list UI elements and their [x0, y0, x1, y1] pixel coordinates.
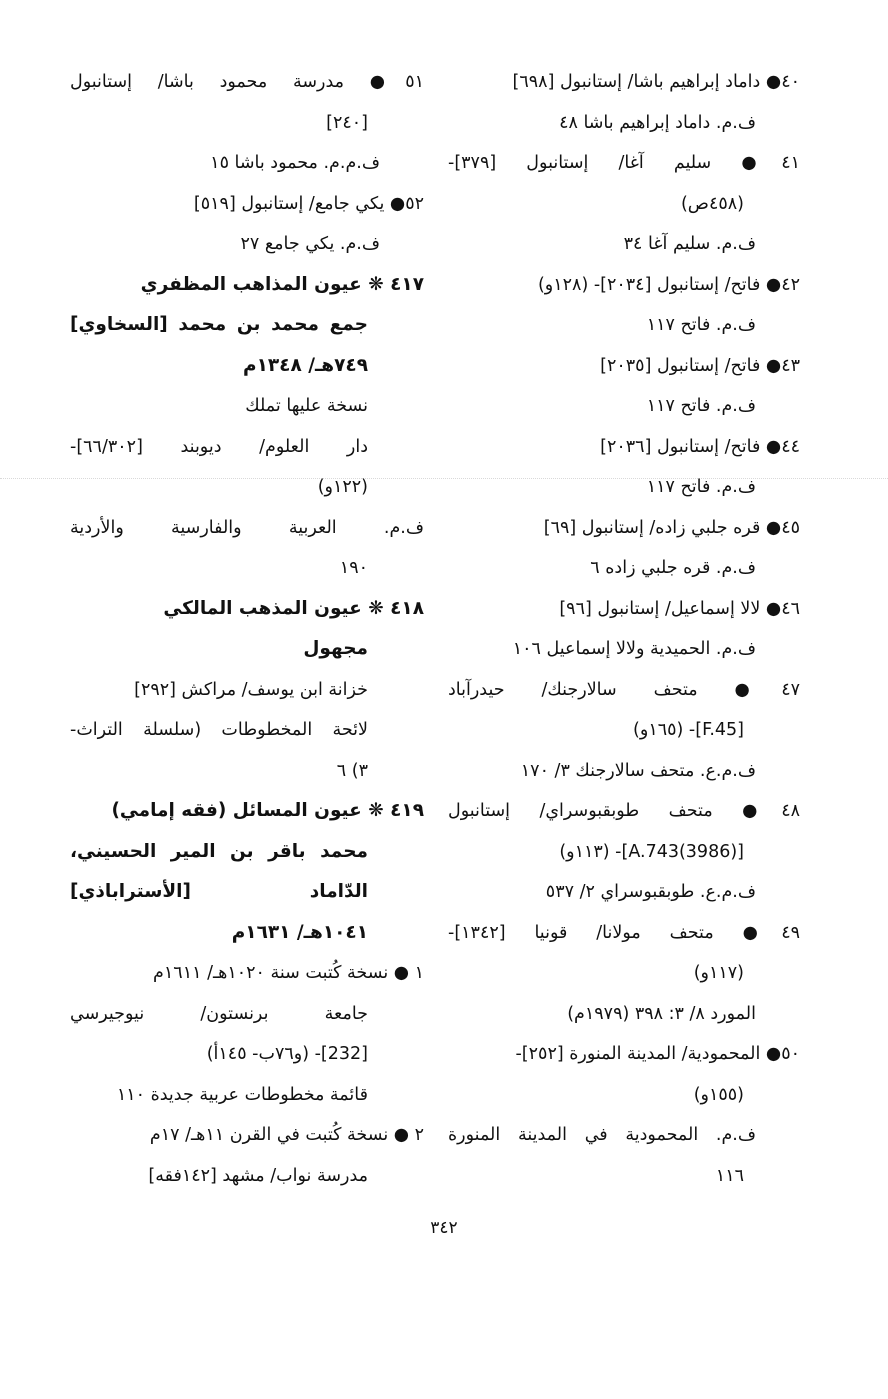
text-line: ٤٣● فاتح/ إستانبول [٢٠٣٥]: [600, 355, 800, 376]
text-line: ٤١٨ ❋ عيون المذهب المالكي: [163, 597, 424, 619]
text-line: ٥٢● يكي جامع/ إستانبول [٥١٩]: [193, 193, 424, 214]
text-line: دار العلوم/ ديوبند [٦٦/٣٠٢]-: [70, 436, 368, 457]
text-line: لائحة المخطوطات (سلسلة التراث-: [70, 720, 368, 740]
text-line: [٢٤٠]: [326, 112, 368, 133]
text-line: المورد ٨/ ٣: ٣٩٨ (١٩٧٩م): [567, 1003, 756, 1024]
text-line: ٤٨● متحف طوبقبوسراي/ إستانبول: [448, 801, 800, 821]
text-line: (١١٧و): [693, 963, 744, 983]
text-line: جمع محمد بن محمد [السخاوي]: [70, 314, 368, 335]
text-line: ٤١● سليم آغا/ إستانبول [٣٧٩]-: [448, 153, 800, 173]
text-line: ف.م. سليم آغا ٣٤: [623, 234, 756, 254]
page-number: ٣٤٢: [430, 1218, 458, 1238]
text-line: ف.م. فاتح ١١٧: [646, 477, 756, 497]
text-line: مدرسة نواب/ مشهد [١٤٢فقه]: [148, 1165, 368, 1186]
text-line: ف.م. قره جلبي زاده ٦: [590, 558, 756, 578]
text-line: ٤٦● لالا إسماعيل/ إستانبول [٩٦]: [559, 598, 800, 619]
text-line: ف.م. المحمودية في المدينة المنورة: [448, 1125, 756, 1145]
text-line: الدّاماد [الأستراباذي]: [70, 881, 368, 902]
text-line: ف.م. داماد إبراهيم باشا ٤٨: [559, 112, 756, 133]
text-line: [232]- (و٧٦ب- ١٤٥أ): [206, 1044, 368, 1064]
text-line: ١ ● نسخة كُتبت سنة ١٠٢٠هـ/ ١٦١١م: [153, 963, 424, 983]
right-column: [448, 62, 800, 1196]
text-line: محمد باقر بن المير الحسيني،: [70, 840, 368, 862]
text-line: ١٠٤١هـ/ ١٦٣١م: [231, 921, 368, 943]
text-line: ٤١٩ ❋ عيون المسائل (فقه إمامي): [111, 800, 424, 821]
text-line: خزانة ابن يوسف/ مراكش [٢٩٢]: [134, 679, 368, 700]
text-line: (١٢٢و): [317, 477, 368, 497]
text-line: ف.م.ع. متحف سالارجنك ٣/ ١٧٠: [520, 760, 756, 781]
text-line: ف.م. فاتح ١١٧: [646, 396, 756, 416]
text-line: ٤٠● داماد إبراهيم باشا/ إستانبول [٦٩٨]: [512, 72, 800, 92]
text-line: ٢ ● نسخة كُتبت في القرن ١١هـ/ ١٧م: [149, 1125, 424, 1145]
text-line: ٧٤٩هـ/ ١٣٤٨م: [243, 354, 368, 376]
text-line: جامعة برنستون/ نيوجيرسي: [70, 1003, 368, 1024]
text-line: [A.743(3986)]- (١١٣و): [559, 841, 744, 862]
text-line: ف.م.ع. طوبقبوسراي ٢/ ٥٣٧: [545, 882, 756, 902]
text-line: ف.م.م. محمود باشا ١٥: [210, 153, 380, 173]
text-line: نسخة عليها تملك: [245, 396, 368, 416]
text-line: ف.م. يكي جامع ٢٧: [240, 234, 380, 254]
text-line: ٤٥● قره جلبي زاده/ إستانبول [٦٩]: [543, 517, 800, 538]
text-line: ٥١● مدرسة محمود باشا/ إستانبول: [70, 72, 424, 92]
text-line: ٤٢● فاتح/ إستانبول [٢٠٣٤]- (١٢٨و): [537, 274, 800, 295]
text-line: ف.م. العربية والفارسية والأردية: [70, 517, 424, 538]
left-column: [70, 62, 424, 1196]
text-line: ٤٩● متحف مولانا/ قونيا [١٣٤٢]-: [448, 922, 800, 943]
text-line: ف.م. الحميدية ولالا إسماعيل ١٠٦: [512, 639, 756, 659]
text-line: ٥٠● المحمودية/ المدينة المنورة [٢٥٢]-: [515, 1044, 800, 1064]
text-line: ٣) ٦: [336, 760, 368, 781]
text-line: قائمة مخطوطات عربية جديدة ١١٠: [116, 1084, 368, 1105]
text-line: مجهول: [303, 638, 368, 659]
text-line: (٤٥٨ص): [680, 193, 744, 214]
text-line: [F.45]- (١٦٥و): [633, 720, 744, 740]
text-line: ٤٧● متحف سالارجنك/ حيدرآباد: [448, 679, 800, 700]
text-line: ٤١٧ ❋ عيون المذاهب المظفري: [140, 273, 424, 295]
text-line: ١١٦: [715, 1165, 744, 1186]
text-line: (١٥٥و): [693, 1084, 744, 1105]
text-line: ٤٤● فاتح/ إستانبول [٢٠٣٦]: [600, 436, 800, 457]
text-line: ف.م. فاتح ١١٧: [646, 315, 756, 335]
text-line: ١٩٠: [339, 558, 368, 578]
